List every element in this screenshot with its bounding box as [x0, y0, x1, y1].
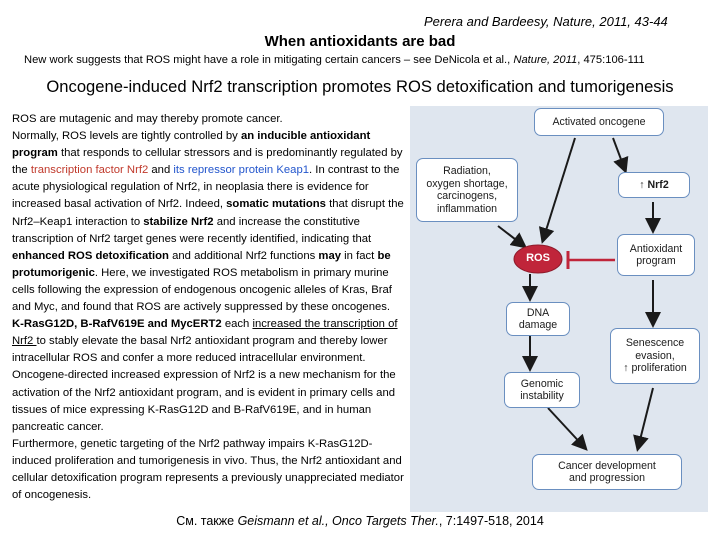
node-label: Senescence [625, 337, 685, 350]
text: each [221, 318, 253, 331]
subtitle-text: New work suggests that ROS might have a role in mitigating certain cancers – see DeNicola et al., [24, 54, 514, 66]
footer-ref: , 7:1497-518, 2014 [438, 514, 544, 528]
bold-text: may [318, 249, 342, 262]
node-label: Genomic [520, 377, 564, 390]
underlined-text: increased the transcription of Nrf2 [12, 318, 398, 348]
bold-text: somatic mutations [226, 198, 326, 211]
node-label: damage [518, 319, 558, 331]
node-dna-damage [506, 302, 570, 336]
text: and additional Nrf2 functions [168, 249, 319, 262]
bold-text: an inducible antioxidant program [12, 130, 371, 160]
node-label: instability [520, 390, 564, 402]
paragraph-2 [12, 128, 404, 436]
node-label: carcinogens, [436, 190, 498, 202]
text: . In contrast to the acute physiological regulation of Nrf2, in neoplasia there is evidence for increased basal activation of Nrf2. Indeed, [12, 164, 400, 211]
node-label: ↑ Nrf2 [639, 178, 669, 191]
bold-text: K-RasG12D, B-RafV619E and MycERT2 [12, 318, 222, 331]
footer-prefix: См. также [176, 514, 238, 528]
arrow-senescence-to-cancer [638, 388, 653, 448]
node-label: DNA [526, 306, 550, 319]
body-text [12, 111, 404, 504]
node-nrf2 [618, 172, 690, 198]
bold-text: enhanced ROS detoxification [12, 249, 169, 262]
node-cancer-development [532, 454, 682, 490]
node-label: Radiation, [443, 165, 491, 177]
node-label: Activated oncogene [552, 115, 646, 128]
node-label: inflammation [436, 202, 498, 215]
pathway-figure [410, 106, 708, 512]
subtitle-journal: Nature, 2011 [513, 54, 578, 66]
subtitle-ref: , 475:106-111 [577, 54, 645, 66]
node-label: Cancer development [558, 459, 656, 472]
node-label: oxygen shortage, [426, 177, 508, 190]
node-label: program [636, 255, 676, 267]
node-senescence-evasion [610, 328, 700, 384]
node-label: evasion, [635, 349, 675, 362]
text: and [148, 164, 174, 177]
arrow-stress-to-ros [498, 226, 524, 246]
headline: Oncogene-induced Nrf2 transcription promotes ROS detoxification and tumorigenesis [46, 77, 674, 96]
citation-top: Perera and Bardeesy, Nature, 2011, 43-44 [424, 14, 668, 29]
text: . Here, we investigated ROS metabolism in primary murine cells following the expression of endogenous oncogenic alleles of Kras, Braf and Myc, and found that ROS are actively suppressed by these oncogenes. [12, 266, 392, 314]
node-stressors [416, 158, 518, 222]
subtitle [24, 54, 645, 66]
bold-text: be protumorigenic [12, 249, 391, 279]
text: and increase the constitutive transcription of Nrf2 target genes were recently identified, indicating that [12, 215, 372, 245]
footer-journal: Geismann et al., Onco Targets Ther. [237, 514, 439, 528]
paragraph-1: ROS are mutagenic and may thereby promote cancer. [12, 113, 283, 125]
node-activated-oncogene [534, 108, 664, 136]
bold-text: stabilize Nrf2 [143, 215, 214, 228]
arrow-genomic-to-cancer [548, 408, 585, 448]
text: Normally, ROS levels are tightly controlled by [12, 130, 241, 143]
text: to stably elevate the basal Nrf2 antioxidant program and thereby lower intracellular ROS and confer a more reduced intracellular environment. Oncogene-directed increased expression of Nrf2 is a new mechanism for the activation of the Nrf2 antioxidant program, and is evident in primary cells and tissues of mice expressing K-RasG12D and B-RafV619E, and in human pancreatic cancer. [12, 335, 396, 433]
node-antioxidant-program [617, 234, 695, 276]
blue-text: its repressor protein Keap1 [173, 164, 310, 177]
text: that disrupt the Nrf2–Keap1 interaction to [12, 198, 404, 228]
ros-label: ROS [526, 252, 550, 264]
citation-bottom [0, 514, 720, 528]
node-label: and progression [569, 472, 645, 484]
red-text: transcription factor Nrf2 [30, 164, 149, 177]
text: in fact [341, 249, 378, 262]
text: that responds to cellular stressors and is predominantly regulated by the [12, 147, 403, 177]
node-label: ↑ proliferation [623, 362, 687, 375]
node-label: Antioxidant [629, 242, 683, 255]
arrow-oncogene-to-ros [543, 138, 575, 240]
node-genomic-instability [504, 372, 580, 408]
arrow-oncogene-to-nrf2 [613, 138, 625, 170]
paragraph-3: Furthermore, genetic targeting of the Nrf2 pathway impairs K-RasG12D-induced proliferation and tumorigenesis in vivo. Thus, the Nrf2 antioxidant and cellular detoxification program represents a previously unappreciated mediator of oncogenesis. [12, 437, 404, 502]
slide-title: When antioxidants are bad [264, 33, 456, 50]
